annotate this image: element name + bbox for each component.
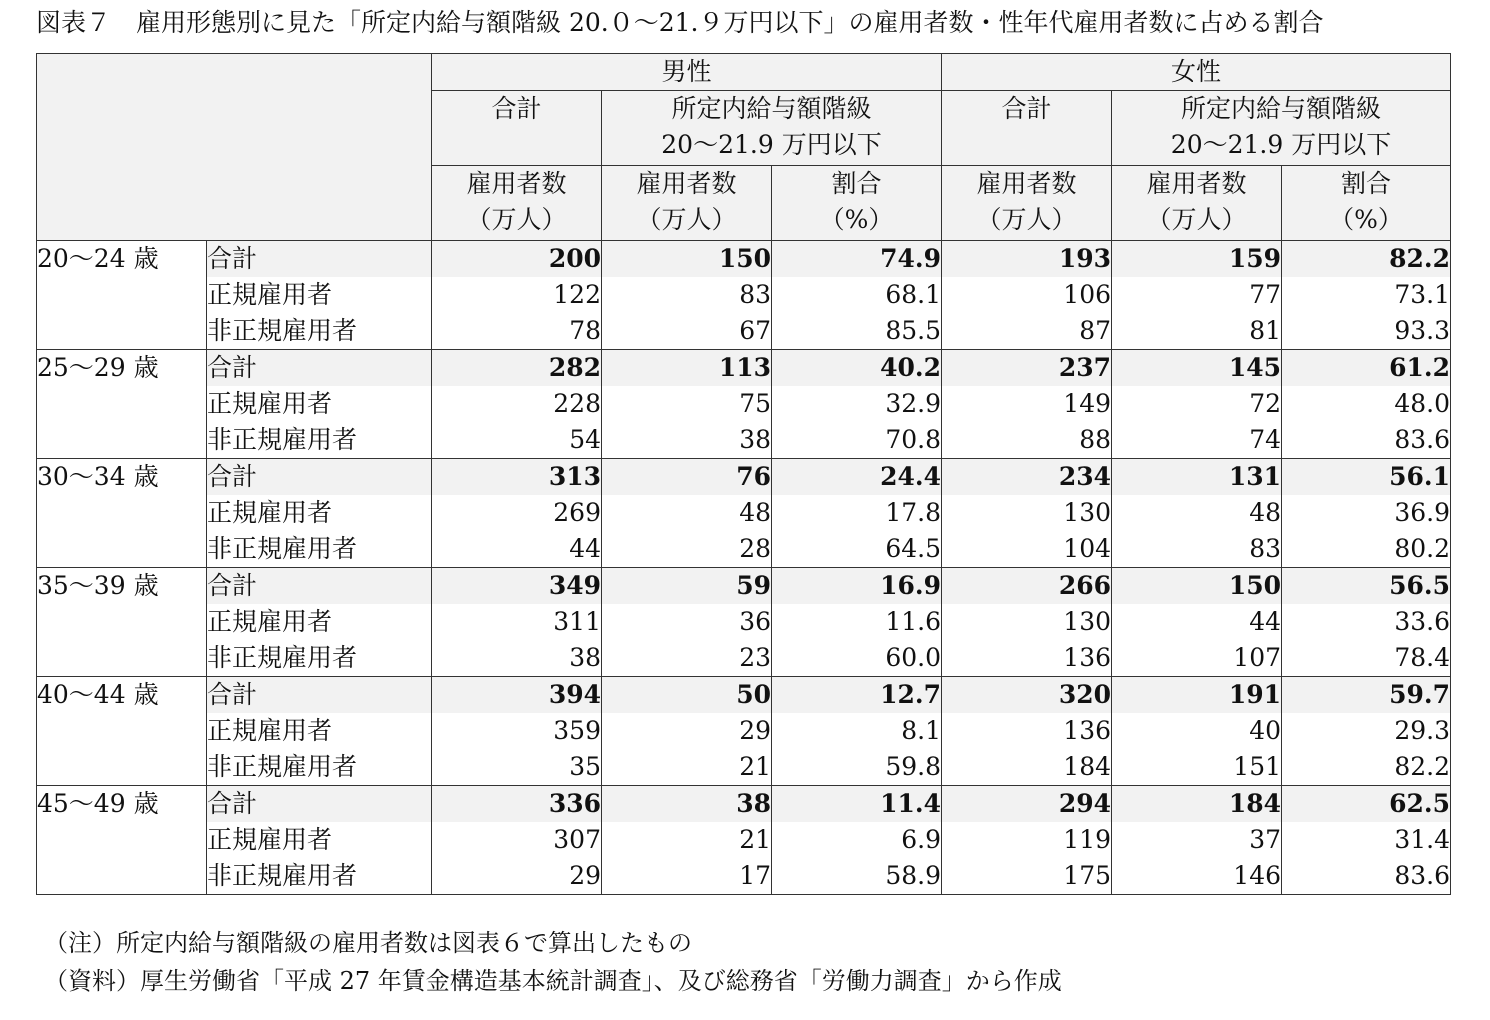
- table-body: [37, 241, 1451, 895]
- header-female-bracket-count: 雇用者数 （万人）: [1112, 166, 1282, 241]
- age-group-label: 40〜44 歳: [37, 677, 207, 786]
- value-cell: 104: [942, 531, 1112, 568]
- value-cell: 38: [432, 640, 602, 677]
- value-cell: 73.1: [1282, 277, 1451, 313]
- value-cell: 145: [1112, 350, 1282, 387]
- age-group-label: 25〜29 歳: [37, 350, 207, 459]
- category-label: 非正規雇用者: [207, 531, 432, 568]
- value-cell: 56.1: [1282, 459, 1451, 496]
- value-cell: 349: [432, 568, 602, 605]
- value-cell: 31.4: [1282, 822, 1451, 858]
- value-cell: 150: [602, 241, 772, 278]
- category-label: 合計: [207, 459, 432, 496]
- value-cell: 88: [942, 422, 1112, 459]
- age-group-label: 20〜24 歳: [37, 241, 207, 350]
- value-cell: 17.8: [772, 495, 942, 531]
- table-row: [37, 568, 1451, 605]
- value-cell: 68.1: [772, 277, 942, 313]
- value-cell: 32.9: [772, 386, 942, 422]
- value-cell: 266: [942, 568, 1112, 605]
- value-cell: 29.3: [1282, 713, 1451, 749]
- value-cell: 130: [942, 604, 1112, 640]
- category-label: 非正規雇用者: [207, 749, 432, 786]
- figure-title: 図表７ 雇用形態別に見た「所定内給与額階級 20.０〜21.９万円以下」の雇用者数・性年代雇用者数に占める割合: [36, 8, 1324, 37]
- table-header: [37, 54, 1451, 241]
- table-row: [37, 422, 1451, 459]
- category-label: 正規雇用者: [207, 386, 432, 422]
- value-cell: 320: [942, 677, 1112, 714]
- value-cell: 38: [602, 786, 772, 823]
- value-cell: 82.2: [1282, 241, 1451, 278]
- source-line: （資料）厚生労働省「平成 27 年賃金構造基本統計調査」、及び総務省「労働力調査」から作成: [44, 967, 1062, 995]
- value-cell: 122: [432, 277, 602, 313]
- value-cell: 83.6: [1282, 422, 1451, 459]
- header-male-bracket: 所定内給与額階級 20〜21.9 万円以下: [602, 91, 942, 166]
- table-row: [37, 786, 1451, 823]
- value-cell: 44: [1112, 604, 1282, 640]
- value-cell: 82.2: [1282, 749, 1451, 786]
- note-line: （注）所定内給与額階級の雇用者数は図表６で算出したもの: [44, 929, 692, 957]
- value-cell: 107: [1112, 640, 1282, 677]
- value-cell: 48: [1112, 495, 1282, 531]
- value-cell: 93.3: [1282, 313, 1451, 350]
- value-cell: 12.7: [772, 677, 942, 714]
- value-cell: 294: [942, 786, 1112, 823]
- value-cell: 159: [1112, 241, 1282, 278]
- value-cell: 16.9: [772, 568, 942, 605]
- age-group-label: 30〜34 歳: [37, 459, 207, 568]
- value-cell: 74: [1112, 422, 1282, 459]
- value-cell: 35: [432, 749, 602, 786]
- category-label: 正規雇用者: [207, 713, 432, 749]
- value-cell: 149: [942, 386, 1112, 422]
- value-cell: 21: [602, 822, 772, 858]
- header-female: 女性: [942, 54, 1451, 91]
- table-row: [37, 713, 1451, 749]
- header-male: 男性: [432, 54, 942, 91]
- value-cell: 11.4: [772, 786, 942, 823]
- category-label: 合計: [207, 350, 432, 387]
- value-cell: 29: [432, 858, 602, 895]
- value-cell: 58.9: [772, 858, 942, 895]
- value-cell: 48.0: [1282, 386, 1451, 422]
- category-label: 合計: [207, 677, 432, 714]
- value-cell: 83.6: [1282, 858, 1451, 895]
- value-cell: 23: [602, 640, 772, 677]
- value-cell: 119: [942, 822, 1112, 858]
- header-male-total: 合計: [432, 91, 602, 166]
- value-cell: 136: [942, 640, 1112, 677]
- value-cell: 61.2: [1282, 350, 1451, 387]
- value-cell: 40.2: [772, 350, 942, 387]
- value-cell: 146: [1112, 858, 1282, 895]
- category-label: 非正規雇用者: [207, 422, 432, 459]
- value-cell: 24.4: [772, 459, 942, 496]
- value-cell: 336: [432, 786, 602, 823]
- table-row: [37, 604, 1451, 640]
- notes: [44, 924, 1062, 1000]
- table-row: [37, 241, 1451, 278]
- value-cell: 193: [942, 241, 1112, 278]
- value-cell: 237: [942, 350, 1112, 387]
- table-row: [37, 822, 1451, 858]
- value-cell: 136: [942, 713, 1112, 749]
- value-cell: 80.2: [1282, 531, 1451, 568]
- value-cell: 394: [432, 677, 602, 714]
- value-cell: 191: [1112, 677, 1282, 714]
- value-cell: 200: [432, 241, 602, 278]
- table-row: [37, 749, 1451, 786]
- category-label: 非正規雇用者: [207, 640, 432, 677]
- category-label: 非正規雇用者: [207, 313, 432, 350]
- value-cell: 54: [432, 422, 602, 459]
- header-male-total-count: 雇用者数 （万人）: [432, 166, 602, 241]
- category-label: 合計: [207, 786, 432, 823]
- header-female-bracket: 所定内給与額階級 20〜21.9 万円以下: [1112, 91, 1451, 166]
- value-cell: 62.5: [1282, 786, 1451, 823]
- value-cell: 131: [1112, 459, 1282, 496]
- header-male-bracket-count: 雇用者数 （万人）: [602, 166, 772, 241]
- value-cell: 81: [1112, 313, 1282, 350]
- age-group-label: 45〜49 歳: [37, 786, 207, 895]
- value-cell: 67: [602, 313, 772, 350]
- table-row: [37, 350, 1451, 387]
- header-female-ratio: 割合 （%）: [1282, 166, 1451, 241]
- value-cell: 29: [602, 713, 772, 749]
- value-cell: 76: [602, 459, 772, 496]
- table-row: [37, 640, 1451, 677]
- value-cell: 11.6: [772, 604, 942, 640]
- value-cell: 83: [1112, 531, 1282, 568]
- value-cell: 6.9: [772, 822, 942, 858]
- value-cell: 64.5: [772, 531, 942, 568]
- value-cell: 307: [432, 822, 602, 858]
- value-cell: 40: [1112, 713, 1282, 749]
- category-label: 正規雇用者: [207, 822, 432, 858]
- category-label: 正規雇用者: [207, 277, 432, 313]
- value-cell: 75: [602, 386, 772, 422]
- value-cell: 175: [942, 858, 1112, 895]
- value-cell: 33.6: [1282, 604, 1451, 640]
- value-cell: 59.8: [772, 749, 942, 786]
- value-cell: 60.0: [772, 640, 942, 677]
- table-row: [37, 313, 1451, 350]
- value-cell: 74.9: [772, 241, 942, 278]
- category-label: 合計: [207, 241, 432, 278]
- value-cell: 113: [602, 350, 772, 387]
- value-cell: 269: [432, 495, 602, 531]
- value-cell: 151: [1112, 749, 1282, 786]
- value-cell: 85.5: [772, 313, 942, 350]
- header-female-total: 合計: [942, 91, 1112, 166]
- header-female-total-count: 雇用者数 （万人）: [942, 166, 1112, 241]
- age-group-label: 35〜39 歳: [37, 568, 207, 677]
- value-cell: 313: [432, 459, 602, 496]
- value-cell: 72: [1112, 386, 1282, 422]
- value-cell: 184: [942, 749, 1112, 786]
- value-cell: 38: [602, 422, 772, 459]
- value-cell: 59.7: [1282, 677, 1451, 714]
- table-row: [37, 459, 1451, 496]
- value-cell: 282: [432, 350, 602, 387]
- value-cell: 87: [942, 313, 1112, 350]
- header-male-ratio: 割合 （%）: [772, 166, 942, 241]
- value-cell: 77: [1112, 277, 1282, 313]
- value-cell: 50: [602, 677, 772, 714]
- table-row: [37, 386, 1451, 422]
- value-cell: 28: [602, 531, 772, 568]
- value-cell: 37: [1112, 822, 1282, 858]
- value-cell: 44: [432, 531, 602, 568]
- value-cell: 48: [602, 495, 772, 531]
- value-cell: 228: [432, 386, 602, 422]
- category-label: 正規雇用者: [207, 495, 432, 531]
- category-label: 合計: [207, 568, 432, 605]
- table-row: [37, 495, 1451, 531]
- table-row: [37, 858, 1451, 895]
- value-cell: 59: [602, 568, 772, 605]
- category-label: 非正規雇用者: [207, 858, 432, 895]
- table-row: [37, 531, 1451, 568]
- value-cell: 150: [1112, 568, 1282, 605]
- category-label: 正規雇用者: [207, 604, 432, 640]
- value-cell: 36.9: [1282, 495, 1451, 531]
- value-cell: 234: [942, 459, 1112, 496]
- value-cell: 21: [602, 749, 772, 786]
- value-cell: 184: [1112, 786, 1282, 823]
- value-cell: 17: [602, 858, 772, 895]
- value-cell: 78.4: [1282, 640, 1451, 677]
- value-cell: 130: [942, 495, 1112, 531]
- value-cell: 311: [432, 604, 602, 640]
- data-table: [36, 53, 1451, 895]
- header-corner: [37, 54, 432, 241]
- value-cell: 106: [942, 277, 1112, 313]
- value-cell: 8.1: [772, 713, 942, 749]
- table-row: [37, 677, 1451, 714]
- value-cell: 70.8: [772, 422, 942, 459]
- value-cell: 36: [602, 604, 772, 640]
- value-cell: 56.5: [1282, 568, 1451, 605]
- value-cell: 359: [432, 713, 602, 749]
- value-cell: 78: [432, 313, 602, 350]
- table-row: [37, 277, 1451, 313]
- value-cell: 83: [602, 277, 772, 313]
